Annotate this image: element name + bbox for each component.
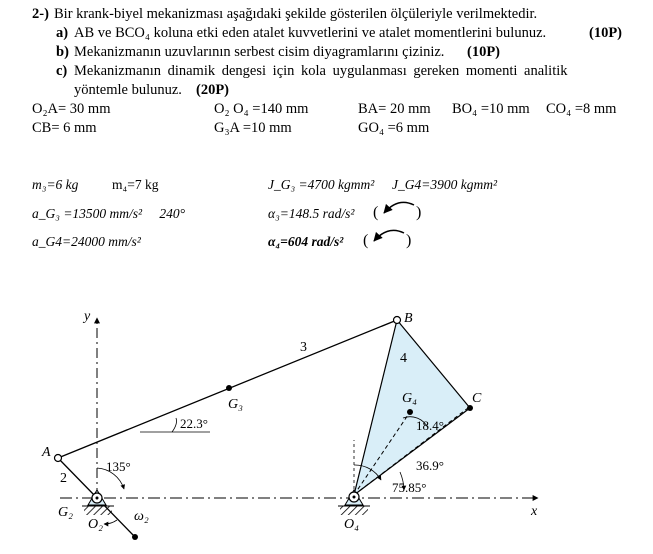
dim-bo4: BO₄ =10 mm (452, 101, 530, 117)
alpha3-paren-close: ) (416, 204, 422, 221)
label-o2: O₂ (88, 517, 103, 532)
problem-number: 2-) (32, 6, 49, 22)
label-g3: G₃ (228, 397, 243, 412)
item-c-text2: yöntemle bulunuz. (74, 82, 182, 98)
alpha4-arrow-icon (374, 230, 404, 241)
ground-o2-icon (84, 506, 112, 515)
item-c-text: Mekanizmanın dinamik dengesi için kola uygulanması gereken momenti analitik (74, 63, 568, 79)
item-a-points: (10P) (589, 25, 623, 41)
given-alpha3: α₃=148.5 rad/s² (268, 206, 355, 221)
label-x: x (531, 504, 538, 519)
joint-o2-center (96, 497, 99, 500)
given-alpha4: α₄=604 rad/s² (268, 234, 344, 249)
angle-75: 75.85° (392, 480, 427, 495)
label-link-2: 2 (60, 471, 67, 486)
item-b-label: b) (56, 44, 69, 60)
given-m3: m₃=6 kg (32, 177, 79, 192)
label-y: y (84, 309, 91, 324)
alpha3-paren-open: ( (373, 204, 379, 221)
given-ag4: a_G4=24000 mm/s² (32, 234, 141, 249)
joint-b (394, 317, 401, 324)
link-2-end-dot (132, 534, 138, 540)
dim-g3a: G₃A =10 mm (214, 120, 292, 136)
label-b: B (404, 311, 413, 326)
dim-ba: BA= 20 mm (358, 101, 431, 117)
alpha4-paren-open: ( (363, 232, 369, 249)
problem-intro: Bir krank-biyel mekanizması aşağıdaki şekilde gösterilen ölçüleriyle verilmektedir. (54, 6, 538, 22)
item-a-text: AB ve BCO₄ koluna etki eden atalet kuvvetlerini ve atalet momentlerini bulunuz. (74, 25, 547, 41)
dim-go4: GO₄ =6 mm (358, 120, 430, 136)
ground-o4-icon (340, 506, 368, 515)
label-g4: G₄ (402, 391, 417, 406)
given-ag3: a_G₃ =13500 mm/s² ⃞ 240° (32, 206, 186, 221)
angle-22: 22.3° (180, 416, 208, 431)
angle-36: 36.9° (416, 458, 444, 473)
alpha3-arrow-icon (384, 202, 414, 213)
joint-a (55, 455, 62, 462)
dim-co4: CO₄ =8 mm (546, 101, 617, 117)
label-omega2: ω₂ (134, 509, 149, 524)
arc-22 (172, 418, 177, 432)
given-jg3: J_G₃ =4700 kgmm² (268, 177, 375, 192)
item-c-label: c) (56, 63, 68, 79)
label-link-3: 3 (300, 340, 307, 355)
item-b-points: (10P) (467, 44, 501, 60)
label-a: A (42, 445, 51, 460)
label-c: C (472, 391, 482, 406)
label-o4: O₄ (344, 517, 359, 532)
joint-o4-center (353, 496, 356, 499)
angle-135: 135° (106, 459, 131, 474)
dim-o2a: O₂A= 30 mm (32, 101, 111, 117)
omega2-arrow-icon (104, 520, 117, 524)
dim-o2o4: O₂ O₄ =140 mm (214, 101, 309, 117)
given-jg4: J_G4=3900 kgmm² (392, 177, 498, 192)
item-a-label: a) (56, 25, 69, 41)
point-g4 (407, 409, 413, 415)
alpha4-paren-close: ) (406, 232, 412, 249)
item-b-text: Mekanizmanın uzuvlarının serbest cisim diyagramlarını çiziniz. (74, 44, 445, 60)
label-link-4: 4 (400, 351, 407, 366)
angle-18: 18.4° (416, 418, 444, 433)
item-c-points: (20P) (196, 82, 230, 98)
dim-cb: CB= 6 mm (32, 120, 97, 136)
label-g2: G₂ (58, 505, 73, 520)
point-g3 (226, 385, 232, 391)
given-m4: m₄=7 kg (112, 177, 159, 192)
